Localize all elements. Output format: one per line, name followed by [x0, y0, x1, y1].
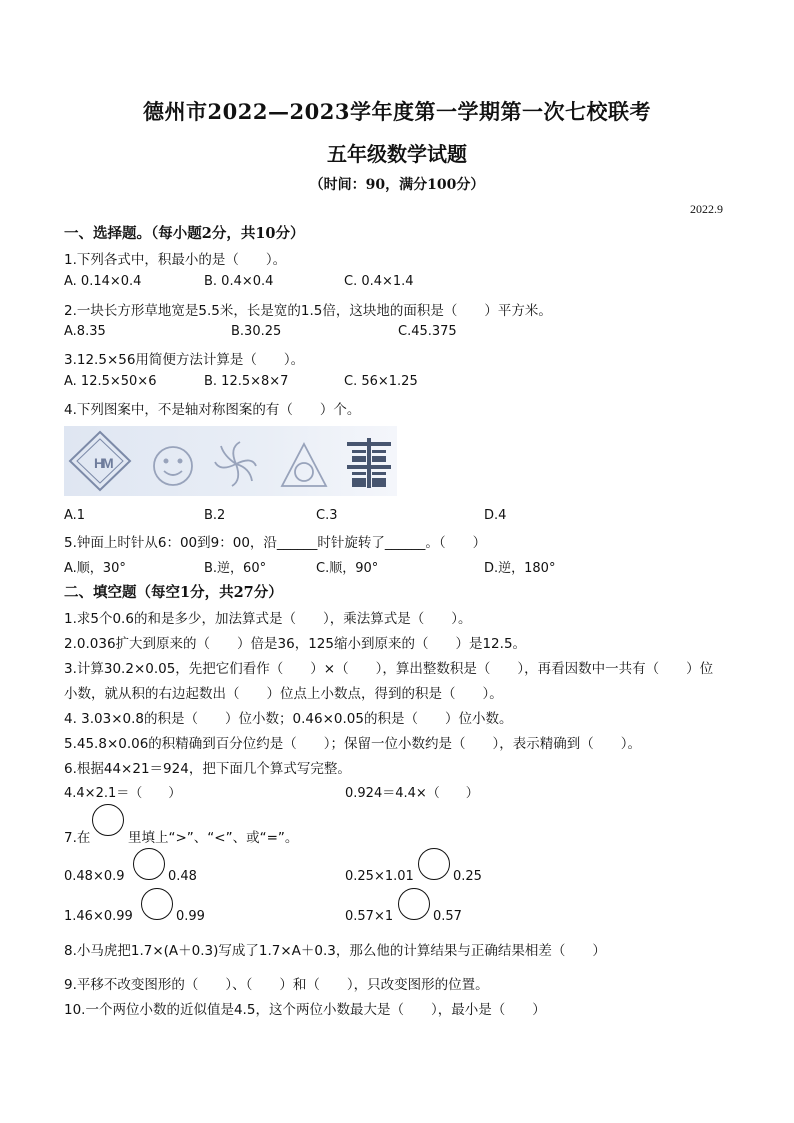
diamond-right-label: M [102, 455, 114, 471]
comparison-circle-input[interactable] [398, 888, 430, 920]
s1-q4-option-c: C.3 [316, 508, 338, 523]
s1-q1-option-a: A. 0.14×0.4 [64, 274, 142, 289]
exam-date: 2022.9 [690, 202, 723, 216]
s1-q4-option-d: D.4 [484, 508, 507, 523]
comparison-circle-input[interactable] [133, 848, 165, 880]
s2-q7-suffix: 里填上“>”、“<”、或“=”。 [128, 830, 299, 846]
q7-item-right-value: 0.25 [453, 869, 482, 884]
symmetry-figures-image [64, 426, 397, 496]
s1-q5-option-c: C.顺，90° [316, 561, 379, 576]
s1-q5-option-a: A.顺，30° [64, 561, 126, 576]
s2-q1-text: 1.求5个0.6的和是多少，加法算式是（ ），乘法算式是（ ）。 [64, 611, 472, 627]
s2-q9-text: 9.平移不改变图形的（ ）、（ ）和（ ），只改变图形的位置。 [64, 977, 489, 993]
s2-q3-line2: 小数，就从积的右边起数出（ ）位点上小数点，得到的积是（ ）。 [64, 686, 503, 702]
s2-q7-prefix: 7.在 [64, 830, 91, 846]
s1-q5-option-d: D.逆，180° [484, 561, 556, 576]
diamond-left-label: H [94, 455, 105, 471]
exam-title: 德州市2022—2023学年度第一学期第一次七校联考 [143, 99, 651, 124]
exam-time-info: （时间：90，满分100分） [309, 177, 485, 193]
triangle-circle-figure [282, 444, 326, 486]
s1-q2-option-c: C.45.375 [398, 324, 457, 339]
smiley-face-figure [154, 447, 192, 485]
s2-q6-right-equation: 0.924＝4.4×（ ） [345, 786, 479, 801]
s1-q1-option-c: C. 0.4×1.4 [344, 274, 414, 289]
s2-q3-line1: 3.计算30.2×0.05，先把它们看作（ ）×（ ），算出整数积是（ ），再看因数中一共有（ ）位 [64, 661, 714, 677]
q7-item-left-expr: 0.48×0.9 [64, 869, 125, 884]
s2-q8-text: 8.小马虎把1.7×(A＋0.3)写成了1.7×A＋0.3，那么他的计算结果与正确结果相差（ ） [64, 943, 606, 959]
s1-q2-option-b: B.30.25 [231, 324, 282, 339]
s1-q2-text: 2.一块长方形草地宽是5.5米，长是宽的1.5倍，这块地的面积是（ ）平方米。 [64, 303, 552, 319]
s2-q2-text: 2.0.036扩大到原来的（ ）倍是36，125缩小到原来的（ ）是12.5。 [64, 636, 527, 652]
s1-q1-option-b: B. 0.4×0.4 [204, 274, 274, 289]
comparison-circle-input[interactable] [141, 888, 173, 920]
pinwheel-figure [215, 442, 256, 486]
q7-item-right-expr: 0.25×1.01 [345, 869, 414, 884]
s1-q2-option-a: A.8.35 [64, 324, 106, 339]
s1-q3-text: 3.12.5×56用简便方法计算是（ ）。 [64, 352, 305, 368]
q7-item-left-value: 0.99 [176, 909, 205, 924]
comparison-circle-example [92, 804, 124, 836]
s1-q3-option-b: B. 12.5×8×7 [204, 374, 289, 389]
s2-q6-text: 6.根据44×21＝924，把下面几个算式写完整。 [64, 761, 351, 777]
s2-q6-left-equation: 4.4×2.1＝（ ） [64, 786, 182, 801]
section1-title: 一、选择题。（每小题2分，共10分） [64, 225, 305, 242]
s1-q1-text: 1.下列各式中，积最小的是（ ）。 [64, 252, 287, 268]
s1-q5-option-b: B.逆，60° [204, 561, 267, 576]
s2-q10-text: 10.一个两位小数的近似值是4.5，这个两位小数最大是（ ），最小是（ ） [64, 1002, 546, 1018]
q7-item-right-value: 0.57 [433, 909, 462, 924]
s2-q5-text: 5.45.8×0.06的积精确到百分位约是（ ）；保留一位小数约是（ ），表示精确到（ ）。 [64, 736, 642, 752]
double-happiness-figure [347, 438, 391, 488]
s1-q3-option-c: C. 56×1.25 [344, 374, 418, 389]
s1-q5-text: 5.钟面上时针从6：00到9：00，沿______时针旋转了______。（ ） [64, 535, 487, 551]
q7-item-right-expr: 0.57×1 [345, 909, 394, 924]
s1-q4-text: 4.下列图案中，不是轴对称图案的有（ ）个。 [64, 402, 361, 418]
s1-q3-option-a: A. 12.5×50×6 [64, 374, 157, 389]
comparison-circle-input[interactable] [418, 848, 450, 880]
q7-item-left-expr: 1.46×0.99 [64, 909, 133, 924]
q7-item-left-value: 0.48 [168, 869, 197, 884]
s1-q4-option-b: B.2 [204, 508, 226, 523]
s2-q4-text: 4. 3.03×0.8的积是（ ）位小数；0.46×0.05的积是（ ）位小数。 [64, 711, 513, 727]
exam-subtitle: 五年级数学试题 [327, 142, 467, 166]
s1-q4-option-a: A.1 [64, 508, 86, 523]
section2-title: 二、填空题（每空1分，共27分） [64, 584, 283, 601]
